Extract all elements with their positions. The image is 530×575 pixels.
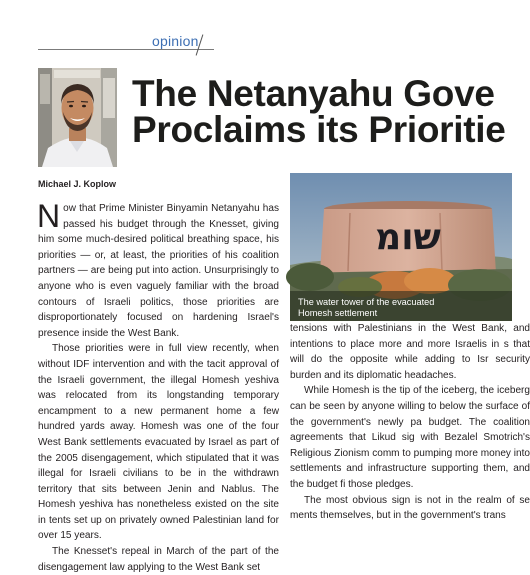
article-title-line-1: The Netanyahu Gove — [132, 73, 495, 114]
section-label: opinion — [152, 33, 199, 49]
paragraph-1 — [37, 198, 279, 341]
paragraph-3: The Knesset's repeal in March of the part of the disengagement law applying to the West Bank set — [38, 546, 279, 573]
body-column-1 — [37, 198, 279, 573]
paragraph-5: While Homesh is the tip of the iceberg, the iceberg can be seen by anyone willing to below the surface of the government's newly pa budget. The coalition agreements that Likud sig with Bezalel Smotrich's Religious Zionism comm to pumping more money into settlements and infrastructure supporting them, and the budget fi those pledges. — [290, 385, 530, 490]
author-headshot — [38, 68, 117, 167]
graffiti-text: שומ — [375, 217, 441, 258]
photo-caption-line-2: Homesh settlement — [298, 308, 378, 318]
photo-caption — [298, 297, 498, 319]
paragraph-2: Those priorities were in full view recently, when without IDF intervention and with the tacit approval of the Israeli government, the illegal Homesh yeshiva was relocated from its longstanding temporary encampment to a new permanent home a few hundred yards away. Homesh was one of the four West Bank settlements evacuated by Israel as part of the 2005 disengagement, which stipulated that it was illegal for Israeli civilians to be in the withdrawn territory that sits between Jenin and Nablus. The Homesh yeshiva has nonetheless existed on the site in tents set up on privately owned Palestinian land for over 15 years. — [38, 343, 279, 542]
section-rule — [38, 49, 214, 50]
photo-caption-line-1: The water tower of the evacuated — [298, 297, 435, 307]
paragraph-6: The most obvious sign is not in the realm of se ments themselves, but in the government's trans — [290, 494, 530, 522]
article-title — [132, 73, 512, 150]
paragraph-4: tensions with Palestinians in the West Bank, and intentions to place more and more Israelis in s that will do the opposite while adding to Isr security burden and its diplomatic headaches. — [290, 323, 530, 381]
body-column-2 — [290, 321, 530, 522]
drop-cap: N — [37, 198, 61, 234]
article-title-line-2: Proclaims its Prioritie — [132, 109, 506, 150]
paragraph-1-text: ow that Prime Minister Binyamin Netanyahu has passed his budget through the Knesset, giving him some much-desired political breathing space, his priorities — or, at least, the priorities of his coalition partners — are being put into action. Unsurprisingly to anyone who is even vaguely familiar with the broad contours of Israeli politics, those priorities are disproportionately focused on hardening Israel's presence inside the West Bank. — [38, 203, 279, 339]
author-byline: Michael J. Koplow — [38, 179, 117, 189]
